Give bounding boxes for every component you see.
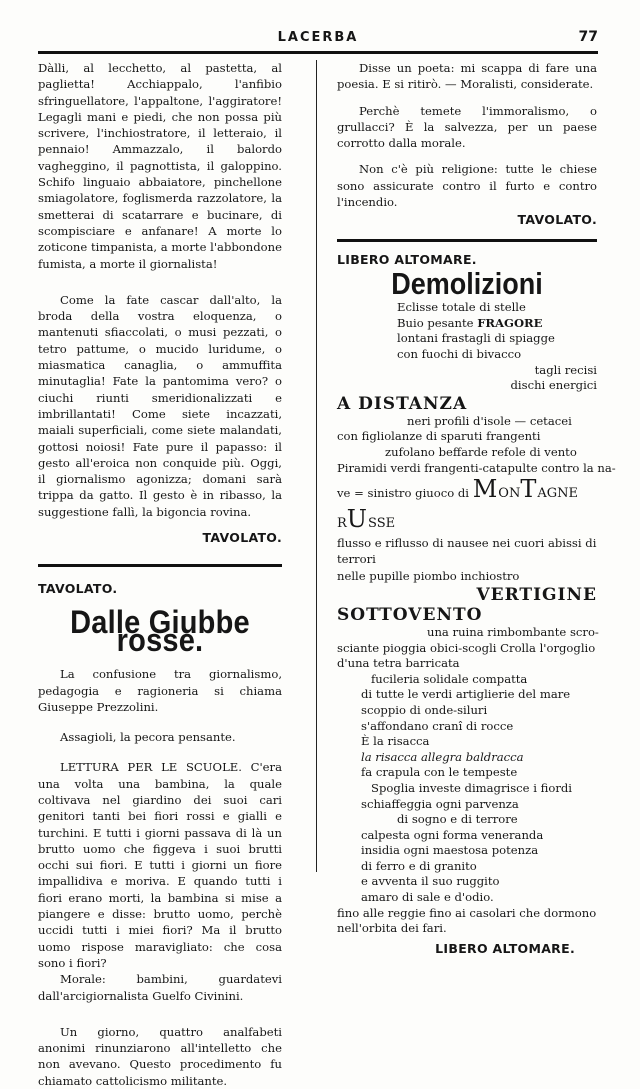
poem-line: sciante pioggia obici-scogli Crolla l'orgoglio d'una tetra barricata <box>337 640 596 671</box>
poem-line <box>337 316 597 332</box>
paragraph-lettura: LETTURA PER LE SCUOLE. C'era una volta una bambina, la quale coltivava nel giardino dei suoi cari genitori tanti bei fiori rossi e gialli e turchini. E tutti i giorni passava di là un brutto uomo che figgeva i suoi brutti occhi sui fiori. E tutti i giorni un fiore impallidiva e moriva. E quando tutti i fiori erano morti, la bambina si mise a piangere e disse: brutto uomo, perchè uccidi tutti i miei fiori? Ma il brutto uomo rispose maravigliato: che cosa sono i fiori? <box>38 760 282 970</box>
poem-line: Spoglia investe dimagrisce i fiordi <box>371 780 572 795</box>
section-rule <box>337 239 597 242</box>
intro-paragraph: Dàlli, al lecchetto, al pastetta, al paglietta! Acchiappalo, l'anfibio sfringuellatore, l'appaltone, l'aggiratore! Legagli mani e piedi, che non possa più scrivere, l'inchiostratore, il letteraio, il pennaio! Ammazzalo, il balordo vagheggino, il pagnottista, il galoppino. Schifo linguaio abbaiatore, pinchellone smiagolatore, foglismerda razzolatore, la smetterai di scatarrare e bucinare, di scompisciare e anfanare! A morte lo zoticone timpanista, a morte l'abbondone fumista, a morte il giornalista! <box>38 61 282 271</box>
article-title: Dalle Giubbe rosse. <box>70 604 250 659</box>
paragraph-immoralismo: Perchè temete l'immoralismo, o grullacci? È la salvezza, per un paese corrotto dalla morale. <box>337 103 597 151</box>
poem-line: fucileria solidale compatta <box>371 671 528 686</box>
signature-altomare: LIBERO ALTOMARE. <box>435 940 575 956</box>
poem-line: zufolano beffarde refole di vento <box>385 445 577 460</box>
poem-line: una ruina rimbombante scro- <box>427 624 599 639</box>
poem-line: e avventa il suo ruggito <box>361 874 500 889</box>
paragraph-prezzolini: La confusione tra giornalismo, pedagogia e ragioneria si chiama Giuseppe Prezzolini. <box>38 667 282 714</box>
poem-line: tagli recisi <box>534 362 597 377</box>
poem-title: Demolizioni <box>391 267 543 301</box>
poem-line: Eclisse totale di stelle <box>397 300 526 315</box>
poem-line: insidia ogni maestosa potenza <box>361 843 539 858</box>
poem-line: di tutte le verdi artiglierie del mare <box>361 687 571 702</box>
poem-line-sottovento: SOTTOVENTO <box>337 604 483 625</box>
poem-line: dischi energici <box>510 378 597 393</box>
poem-line: con fuochi di bivacco <box>397 347 522 362</box>
montagne-word: MONTAGNE <box>472 475 578 504</box>
poem-line: Piramidi verdi frangenti-catapulte contro la na- <box>337 460 616 475</box>
paragraph-assagioli: Assagioli, la pecora pensante. <box>60 730 236 745</box>
poem-line: amaro di sale e d'odio. <box>361 890 494 905</box>
russe-word: RUSSE <box>337 505 396 534</box>
poem-line: lontani frastagli di spiagge <box>397 331 555 346</box>
paragraph-poeta: Disse un poeta: mi scappa di fare una poesia. E si ritirò. — Moralisti, considerate. <box>337 61 597 92</box>
poem-line: di sogno e di terrore <box>397 812 518 827</box>
poem-text: Buio pesante <box>397 315 478 330</box>
column-divider <box>316 60 317 872</box>
poem-emphasis: FRAGORE <box>477 315 543 330</box>
article-author: TAVOLATO. <box>38 581 118 597</box>
section-rule <box>38 564 282 567</box>
left-column <box>38 60 282 1089</box>
poem-line: neri profili d'isole — cetacei <box>407 413 572 428</box>
poem-line: la risacca allegra baldracca <box>361 749 524 764</box>
poem-line-distanza: A DISTANZA <box>337 393 468 414</box>
poem-line: scoppio di onde-siluri <box>361 702 488 717</box>
page-number: 77 <box>578 29 598 45</box>
poem-line: s'affondano cranî di rocce <box>361 718 514 733</box>
poem-line: flusso e riflusso di nausee nei cuori abissi di terrori <box>337 536 597 566</box>
right-column <box>337 60 616 957</box>
paragraph-religione: Non c'è più religione: tutte le chiese sono assicurate contro il furto e contro l'incendio. <box>337 162 597 210</box>
paragraph-morale: Morale: bambini, guardatevi dall'arcigiornalista Guelfo Civinini. <box>38 972 282 1003</box>
masthead-title: LACERBA <box>277 29 359 46</box>
page-header <box>38 28 598 50</box>
poem <box>337 300 616 937</box>
poem-text: ve = sinistro giuoco di <box>337 486 473 501</box>
poem-line <box>337 476 597 507</box>
poem-line: È la risacca <box>361 734 430 749</box>
poem-line: fino alle reggie fino ai casolari che dormono nell'orbita dei fari. <box>337 905 597 936</box>
poem-author: LIBERO ALTOMARE. <box>337 251 477 267</box>
signature-tavolato: TAVOLATO. <box>202 530 282 546</box>
poem-line-vertigine: VERTIGINE <box>476 584 597 605</box>
signature-tavolato: TAVOLATO. <box>517 212 597 228</box>
poem-line: schiaffeggia ogni parvenza <box>361 796 519 811</box>
insult-paragraph: Come la fate cascar dall'alto, la broda della vostra eloquenza, o mantenuti sfiaccolati, o musi pezzati, o tetro pattume, o mucido luridume, o miasmatica canaglia, o ammuffita minutaglia! Fate la pantomima vero? o ciuchi riunti smeridionalizzati e imbrillantati! Come siete incazzati, maiali superficiali, come siete malandati, gottosi noiosi! Fate pure il papasso: il gesto all'eroica non conquide più. Oggi, il giornalismo agonizza; domani sarà trippa da gatto. Il gesto è in ribasso, la suggestione fallì, la bigoncia rovina. <box>38 292 282 519</box>
poem-line: calpesta ogni forma veneranda <box>361 827 544 842</box>
poem-line: fa crapula con le tempeste <box>361 765 518 780</box>
poem-line: con figliolanze di sparuti frangenti <box>337 429 541 444</box>
paragraph-analfabeti: Un giorno, quattro analfabeti anonimi rinunziarono all'intelletto che non avevano. Questo procedimento fu chiamato cattolicismo militante. <box>38 1024 282 1088</box>
poem-line: di ferro e di granito <box>361 858 477 873</box>
header-rule <box>38 51 598 54</box>
poem-line: nelle pupille piombo inchiostro <box>337 569 520 584</box>
